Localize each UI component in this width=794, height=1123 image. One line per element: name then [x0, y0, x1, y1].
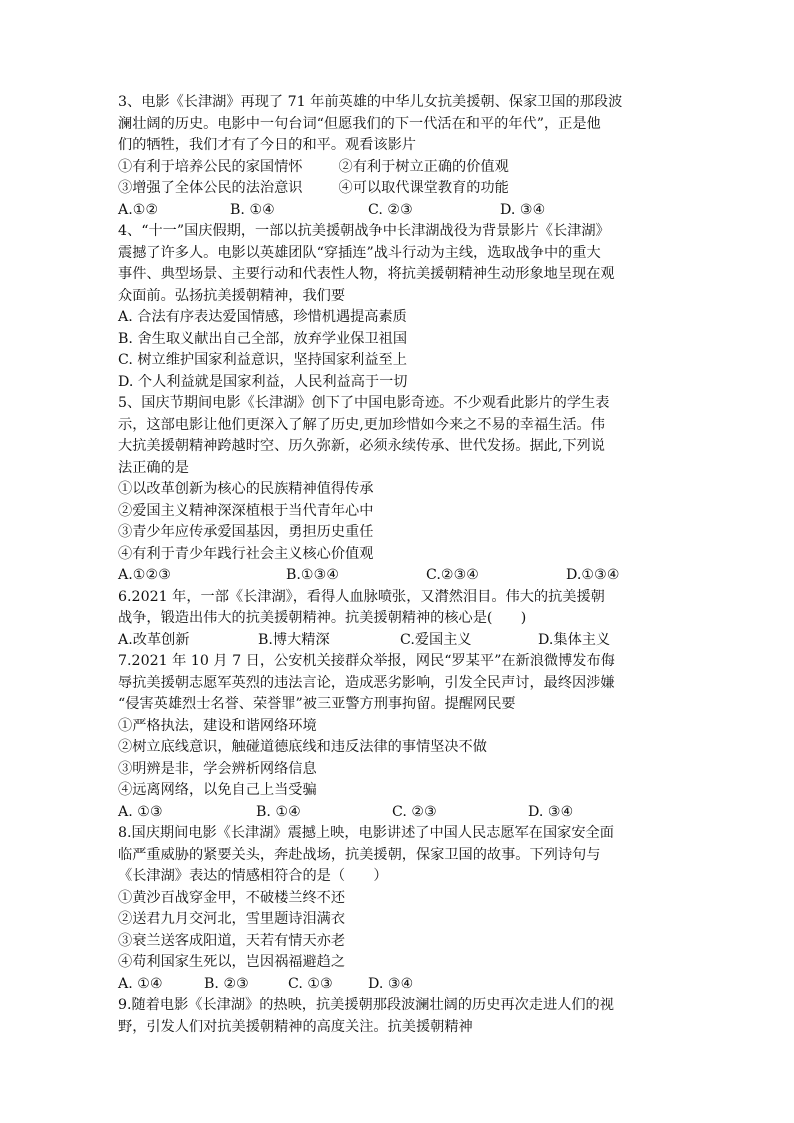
statement: ②爱国主义精神深深植根于当代青年心中	[118, 502, 374, 519]
question-6-stem-line: 6.2021 年，一部《长津湖》，看得人血脉喷张，又潸然泪目。伟大的抗美援朝	[118, 588, 605, 605]
question-4-stem-line: 事件、典型场景、主要行动和代表性人物，将抗美援朝精神生动形象地呈现在观	[118, 266, 615, 282]
question-8-stem-line: 《长津湖》表达的情感相符合的是（ ）	[118, 868, 388, 884]
option-b: B. ②③	[204, 975, 249, 992]
option-d: D. 个人利益就是国家利益，人民利益高于一切	[118, 373, 408, 390]
option-a: A.①②	[118, 201, 159, 218]
option-a: A.改革创新	[118, 631, 190, 648]
statement: ②树立底线意识，触碰道德底线和违反法律的事情坚决不做	[118, 739, 487, 755]
question-5	[118, 393, 678, 587]
option-c: C. ①③	[288, 975, 333, 992]
statement: ②送君九月交河北，雪里题诗泪满衣	[118, 911, 346, 927]
question-7-stem-line: 7.2021 年 10 月 7 日，公安机关接群众举报，网民“罗某平”在新浪微博发布侮	[118, 653, 615, 669]
question-3-stem-line: 澜壮阔的历史。电影中一句台词“但愿我们的下一代活在和平的年代”，正是他	[118, 115, 601, 132]
question-3-statements: ①有利于培养公民的家国情怀 ②有利于树立正确的价值观	[118, 158, 509, 175]
question-5-stem-line: 大抗美援朝精神跨越时空、历久弥新，必须永续传承、世代发扬。据此,下列说	[118, 438, 605, 454]
statement: ③明辨是非，学会辨析网络信息	[118, 760, 317, 777]
question-6	[118, 587, 678, 652]
question-4-stem-line: 众面前。弘扬抗美援朝精神，我们要	[118, 287, 346, 304]
statement: ①严格执法，建设和谐网络环境	[118, 717, 317, 734]
option-d: D. ③④	[528, 803, 574, 820]
option-d: D.①③④	[566, 567, 620, 583]
statement: ①以改革创新为核心的民族精神值得传承	[118, 481, 374, 497]
question-3-stem-line: 3、电影《长津湖》再现了 71 年前英雄的中华儿女抗美援朝、保家卫国的那段波	[118, 94, 623, 110]
option-a: A. ①③	[118, 803, 163, 820]
question-5-options	[118, 565, 678, 587]
document-page	[118, 92, 678, 1038]
question-5-stem-line: 示，这部电影让他们更深入了解了历史,更加珍惜如今来之不易的幸福生活。伟	[118, 416, 605, 433]
option-d: D. ③④	[500, 201, 546, 218]
question-6-stem-line: 战争，锻造出伟大的抗美援朝精神。抗美援朝精神的核心是( )	[118, 610, 527, 626]
option-a: A.①②③	[118, 567, 171, 583]
question-7-stem-line: “侵害英雄烈士名誉、荣誉罪”被三亚警方刑事拘留。提醒网民要	[118, 696, 516, 712]
statement: ③青少年应传承爱国基因，勇担历史重任	[118, 524, 374, 540]
option-a: A. 合法有序表达爱国情感，珍惜机遇提高素质	[118, 309, 407, 325]
question-5-stem-line: 法正确的是	[118, 459, 189, 476]
option-b: B.①③④	[286, 567, 340, 583]
question-3-options	[118, 200, 678, 222]
question-4	[118, 221, 678, 393]
option-b: B.博大精深	[258, 631, 330, 648]
option-c: C. ②③	[392, 803, 437, 820]
statement: ③衰兰送客成阳道，天若有情天亦老	[118, 932, 346, 949]
question-4-stem-line: 4、“十一”国庆假期，一部以抗美援朝战争中长津湖战役为背景影片《长津湖》	[118, 223, 610, 239]
question-5-stem-line: 5、国庆节期间电影《长津湖》创下了中国电影奇迹。不少观看此影片的学生表	[118, 395, 610, 411]
question-3	[118, 92, 678, 221]
question-7-options	[118, 802, 678, 824]
question-3-stem-line: 们的牺牲，我们才有了今日的和平。观看该影片	[118, 137, 416, 153]
question-9-stem-line: 9.随着电影《长津湖》的热映，抗美援朝那段波澜壮阔的历史再次走进人们的视	[118, 997, 614, 1013]
option-c: C. ②③	[368, 201, 413, 218]
option-a: A. ①④	[118, 975, 163, 992]
question-9-stem-line: 野，引发人们对抗美援朝精神的高度关注。抗美援朝精神	[118, 1018, 473, 1035]
option-b: B. 舍生取义献出自己全部，放弃学业保卫祖国	[118, 330, 408, 347]
question-3-statements: ③增强了全体公民的法治意识 ④可以取代课堂教育的功能	[118, 180, 509, 196]
option-b: B. ①④	[230, 201, 275, 218]
question-7	[118, 651, 678, 823]
question-8-options	[118, 974, 678, 996]
statement: ④远离网络，以免自己上当受骗	[118, 782, 317, 798]
option-c: C.爱国主义	[400, 631, 472, 648]
question-4-stem-line: 震撼了许多人。电影以英雄团队“穿插连”战斗行动为主线，选取战争中的重大	[118, 244, 601, 261]
statement: ④苟利国家生死以，岂因祸福避趋之	[118, 954, 346, 970]
question-6-options	[118, 630, 678, 652]
option-c: C. 树立维护国家利益意识，坚持国家利益至上	[118, 352, 407, 368]
option-c: C.②③④	[426, 567, 480, 583]
question-7-stem-line: 辱抗美援朝志愿军英烈的违法言论，造成恶劣影响，引发全民声讨，最终因涉嫌	[118, 674, 615, 691]
option-d: D. ③④	[368, 975, 414, 992]
option-b: B. ①④	[256, 803, 301, 820]
question-8-stem-line: 临严重威胁的紧要关头，奔赴战场，抗美援朝，保家卫国的故事。下列诗句与	[118, 846, 601, 863]
statement: ④有利于青少年践行社会主义核心价值观	[118, 545, 374, 562]
statement: ①黄沙百战穿金甲，不破楼兰终不还	[118, 889, 346, 906]
option-d: D.集体主义	[538, 631, 611, 648]
question-8	[118, 823, 678, 995]
question-9	[118, 995, 678, 1038]
question-8-stem-line: 8.国庆期间电影《长津湖》震撼上映，电影讲述了中国人民志愿军在国家安全面	[118, 825, 614, 841]
